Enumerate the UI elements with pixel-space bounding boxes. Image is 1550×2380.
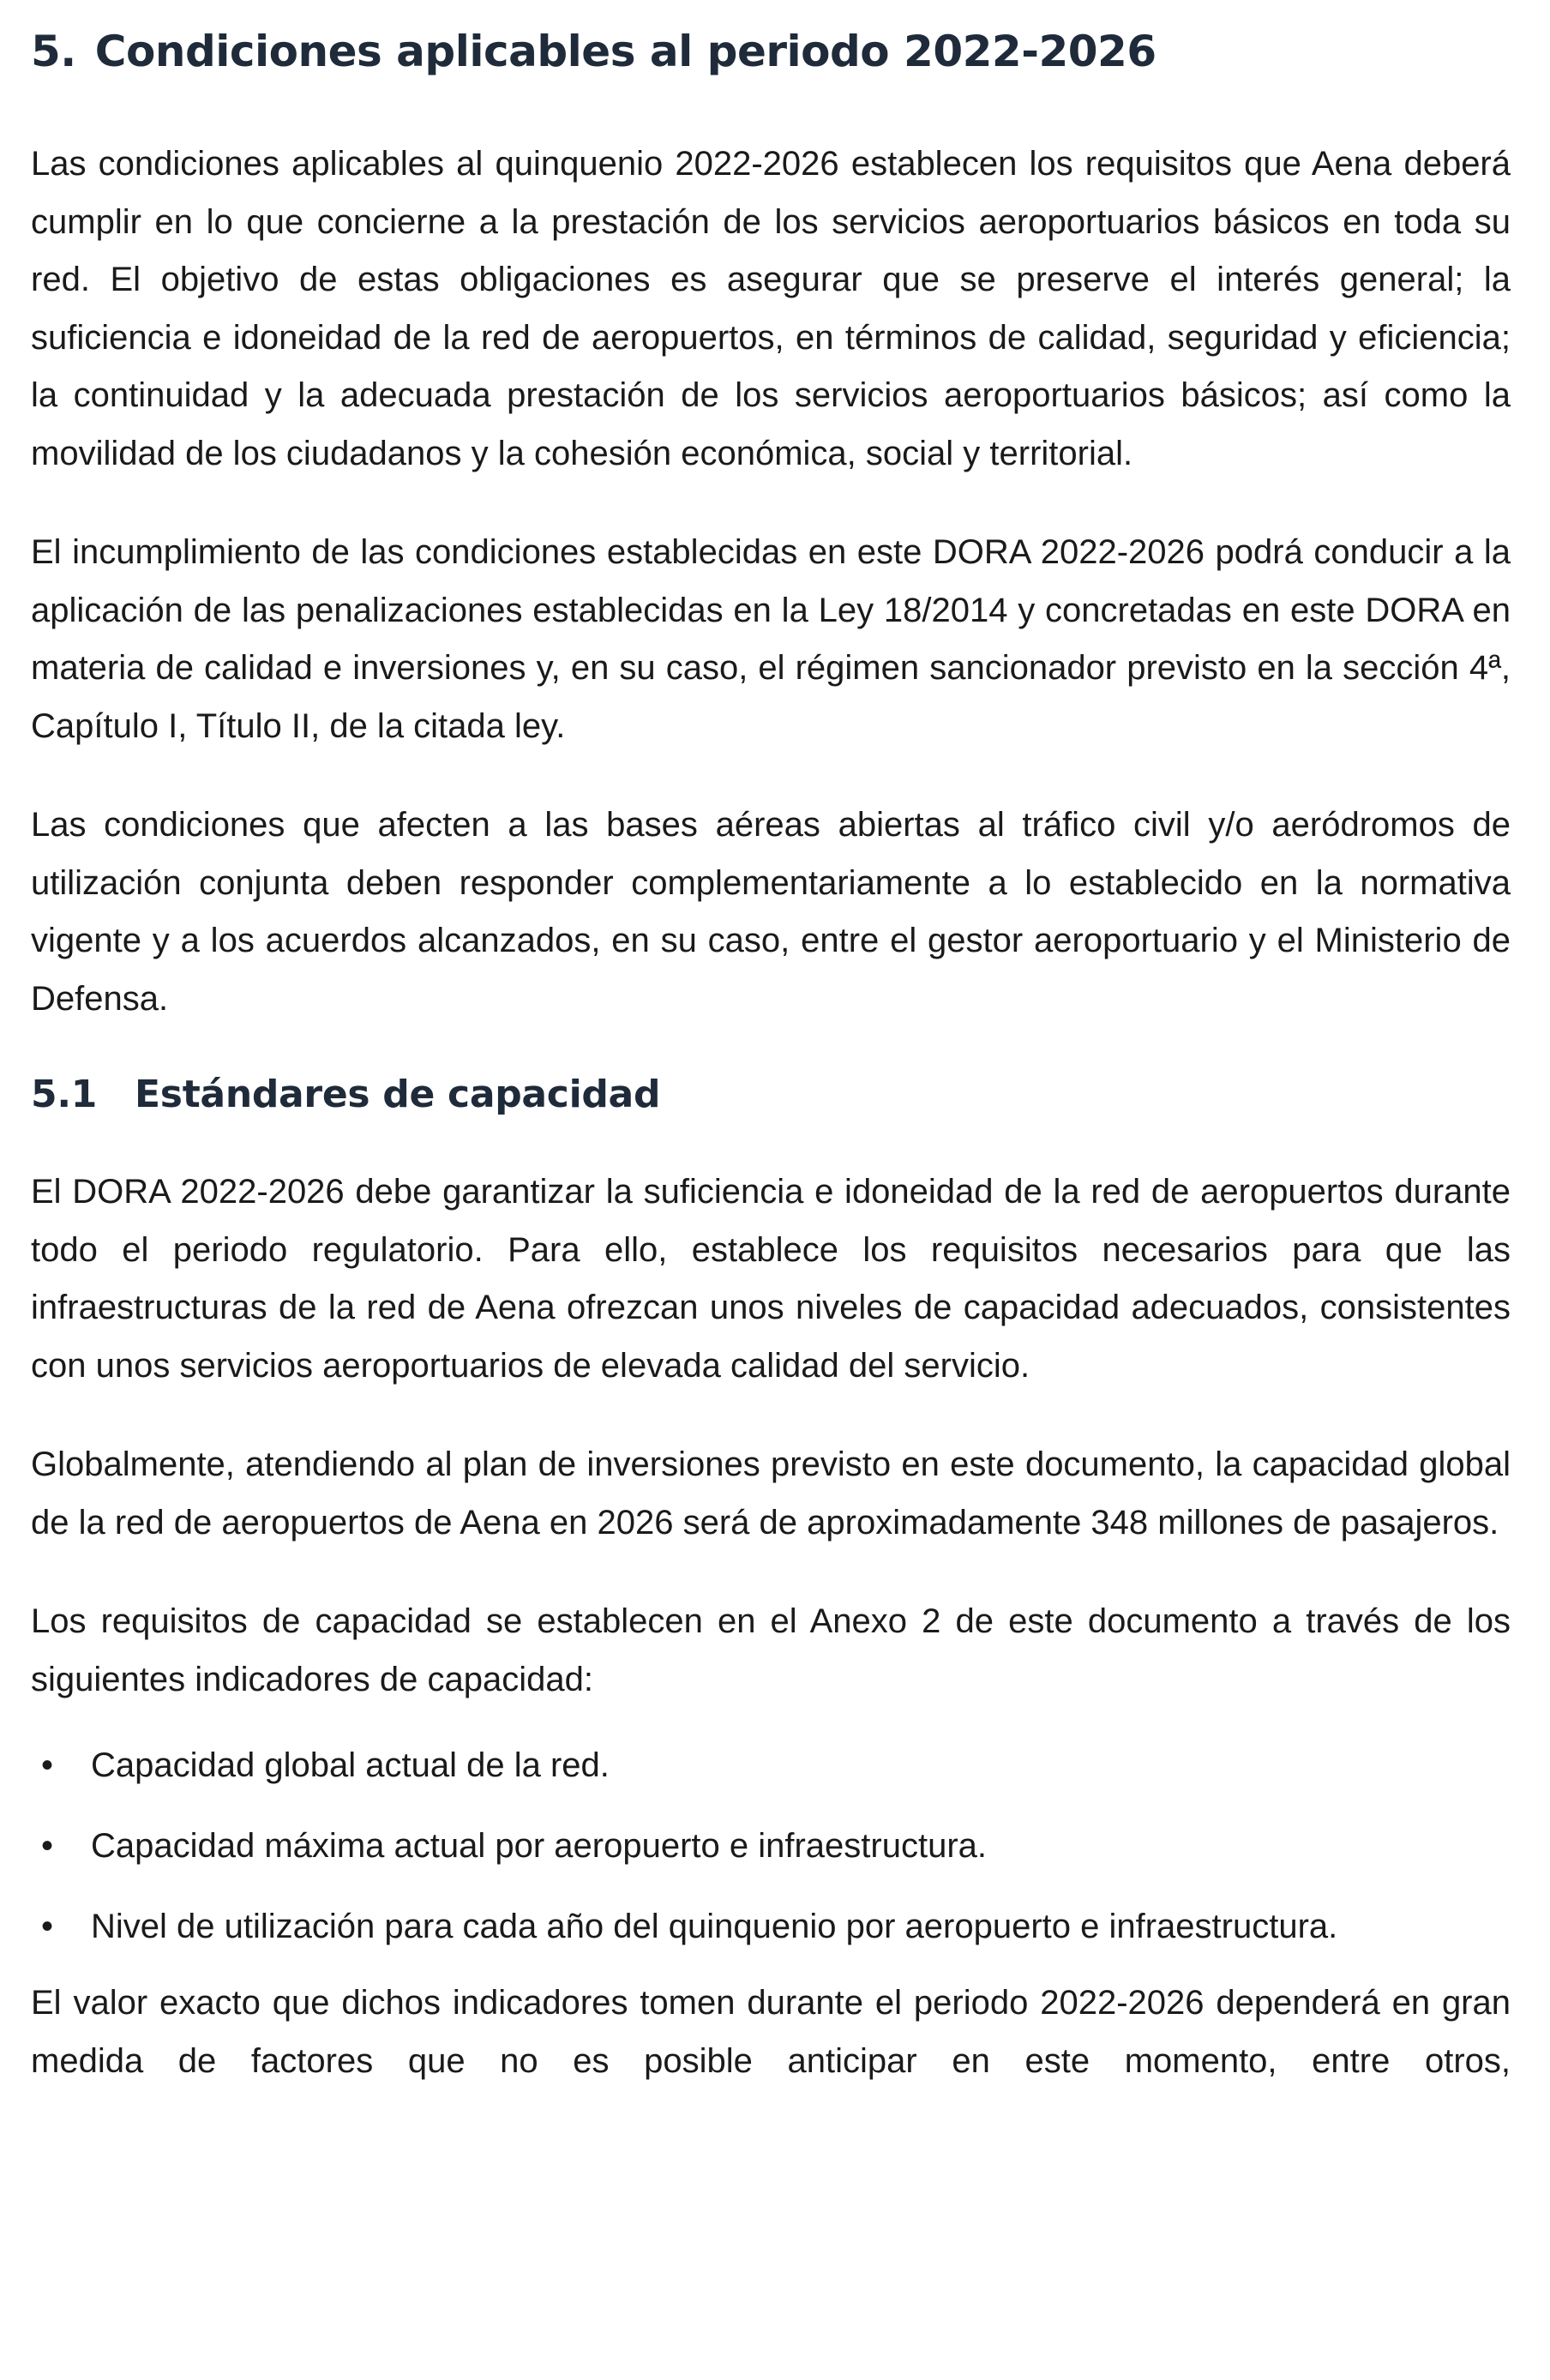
section-heading [31,26,1511,77]
list-item-text: Capacidad global actual de la red. [91,1746,610,1784]
paragraph-non-compliance: El incumplimiento de las condiciones establecidas en este DORA 2022-2026 podrá conducir a la aplicación de las penalizaciones establecidas en la Ley 18/2014 y concretadas en este DORA en materia de calidad e inversiones y, en su caso, el régimen sancionador previsto en la sección 4ª, Capítulo I, Título II, de la citada ley. [31,533,1511,745]
bullet-icon: • [41,1908,54,1945]
list-item-text: Capacidad máxima actual por aeropuerto e infraestructura. [91,1827,987,1865]
document-page [31,0,1511,2090]
paragraph-air-bases: Las condiciones que afecten a las bases aéreas abiertas al tráfico civil y/o aeródromos de utilización conjunta deben responder complementariamente a lo establecido en la normativa vigente y a los acuerdos alcanzados, en su caso, entre el gestor aeroportuario y el Ministerio de Defensa. [31,806,1511,1018]
paragraph-capacity-requirements: Los requisitos de capacidad se establecen en el Anexo 2 de este documento a través de los siguientes indicadores de capacidad: [31,1602,1511,1698]
section-number: 5. [31,27,76,76]
paragraph-indicator-values: El valor exacto que dichos indicadores tomen durante el periodo 2022-2026 dependerá en gran medida de factores que no es posible anticipar en este momento, entre otros, [31,1984,1511,2080]
section-title-text: Condiciones aplicables al periodo 2022-2026 [94,27,1156,76]
paragraph-conditions-intro: Las condiciones aplicables al quinquenio 2022-2026 establecen los requisitos que Aena deberá cumplir en lo que concierne a la prestación de los servicios aeroportuarios básicos en toda su red. El objetivo de estas obligaciones es asegurar que se preserve el interés general; la suficiencia e idoneidad de la red de aeropuertos, en términos de calidad, seguridad y eficiencia; la continuidad y la adecuada prestación de los servicios aeroportuarios básicos; así como la movilidad de los ciudadanos y la cohesión económica, social y territorial. [31,145,1511,472]
subsection-heading [31,1071,1511,1119]
capacity-indicators-list [31,1740,1511,1952]
list-item [31,1901,1511,1952]
bullet-icon: • [41,1746,54,1784]
subsection-title-text: Estándares de capacidad [135,1073,661,1116]
list-item [31,1820,1511,1872]
list-item [31,1740,1511,1791]
list-item-text: Nivel de utilización para cada año del quinquenio por aeropuerto e infraestructura. [91,1908,1338,1945]
subsection-number: 5.1 [31,1073,98,1116]
paragraph-global-capacity: Globalmente, atendiendo al plan de inversiones previsto en este documento, la capacidad global de la red de aeropuertos de Aena en 2026 será de aproximadamente 348 millones de pasajeros. [31,1445,1511,1542]
paragraph-capacity-guarantee: El DORA 2022-2026 debe garantizar la suficiencia e idoneidad de la red de aeropuertos durante todo el periodo regulatorio. Para ello, establece los requisitos necesarios para que las infraestructuras de la red de Aena ofrezcan unos niveles de capacidad adecuados, consistentes con unos servicios aeroportuarios de elevada calidad del servicio. [31,1173,1511,1385]
bullet-icon: • [41,1827,54,1865]
